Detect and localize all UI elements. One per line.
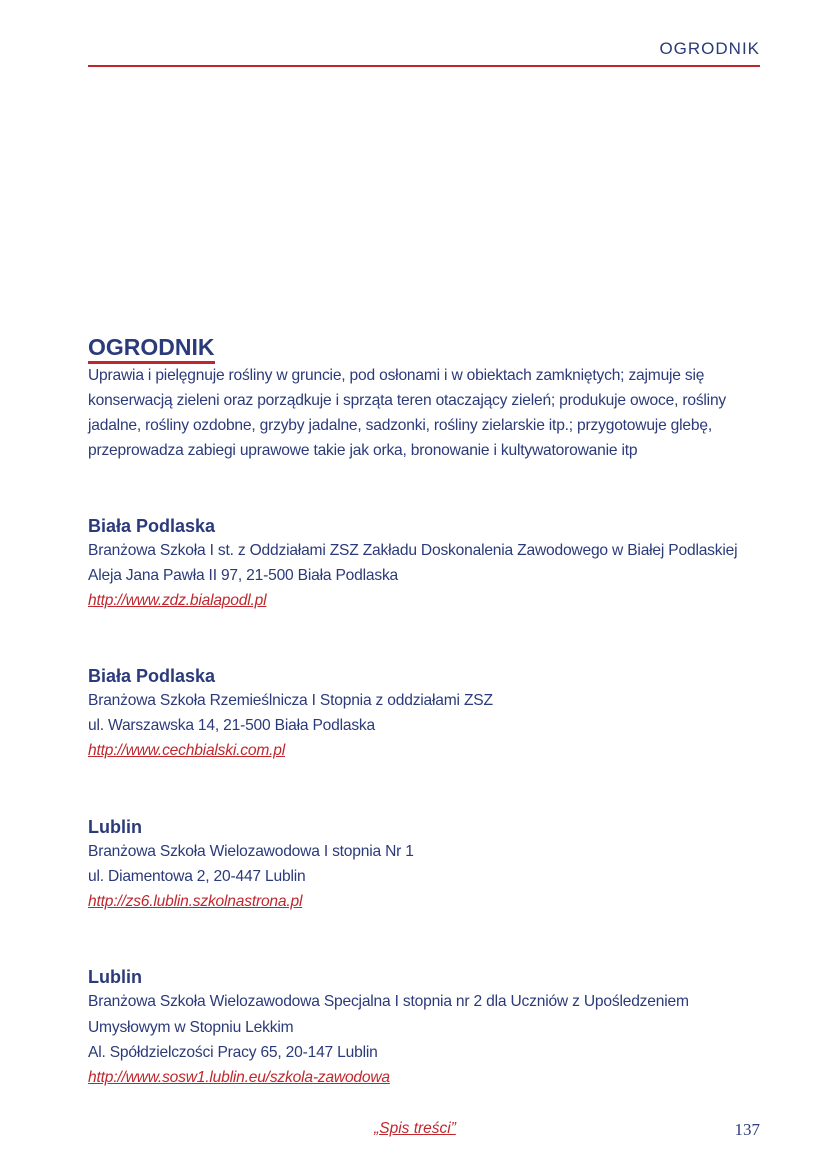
school-link[interactable]: http://www.zdz.bialapodl.pl xyxy=(88,592,267,609)
school-link[interactable]: http://www.sosw1.lublin.eu/szkola-zawodowa xyxy=(88,1069,390,1086)
school-address: ul. Diamentowa 2, 20-447 Lublin xyxy=(88,868,306,885)
school-name: Branżowa Szkoła Wielozawodowa Specjalna I stopnia nr 2 dla Uczniów z Upośledzeniem xyxy=(88,993,689,1010)
school-city: Biała Podlaska xyxy=(88,516,216,536)
description-line: jadalne, rośliny ozdobne, grzyby jadalne, sadzonki, rośliny zielarskie itp.; przygotowuje glebę, xyxy=(88,417,712,434)
page-number: 137 xyxy=(734,1120,760,1139)
school-name: Branżowa Szkoła I st. z Oddziałami ZSZ Zakładu Doskonalenia Zawodowego w Białej Podlaskiej xyxy=(88,542,738,559)
school-address: Aleja Jana Pawła II 97, 21-500 Biała Podlaska xyxy=(88,567,399,584)
school-city: Lublin xyxy=(88,817,142,837)
school-address: Al. Spółdzielczości Pracy 65, 20-147 Lublin xyxy=(88,1044,378,1061)
school-link[interactable]: http://www.cechbialski.com.pl xyxy=(88,742,285,759)
school-name-cont: Umysłowym w Stopniu Lekkim xyxy=(88,1019,294,1036)
school-link[interactable]: http://zs6.lublin.szkolnastrona.pl xyxy=(88,893,303,910)
school-name: Branżowa Szkoła Rzemieślnicza I Stopnia z oddziałami ZSZ xyxy=(88,692,493,709)
description-line: przeprowadza zabiegi uprawowe takie jak orka, bronowanie i kultywatorowanie itp xyxy=(88,442,638,459)
section-title: OGRODNIK xyxy=(88,334,215,364)
school-address: ul. Warszawska 14, 21-500 Biała Podlaska xyxy=(88,717,375,734)
description-line: Uprawia i pielęgnuje rośliny w gruncie, pod osłonami i w obiektach zamkniętych; zajmuje się xyxy=(88,367,705,384)
running-header: OGRODNIK xyxy=(659,39,760,58)
school-city: Lublin xyxy=(88,967,142,987)
footer xyxy=(0,1120,830,1138)
header-rule xyxy=(88,65,760,67)
toc-link[interactable]: „Spis treści” xyxy=(374,1120,456,1137)
school-city: Biała Podlaska xyxy=(88,666,216,686)
description-line: konserwacją zieleni oraz porządkuje i sprząta teren otaczający zieleń; produkuje owoce, rośliny xyxy=(88,392,727,409)
school-name: Branżowa Szkoła Wielozawodowa I stopnia Nr 1 xyxy=(88,843,414,860)
